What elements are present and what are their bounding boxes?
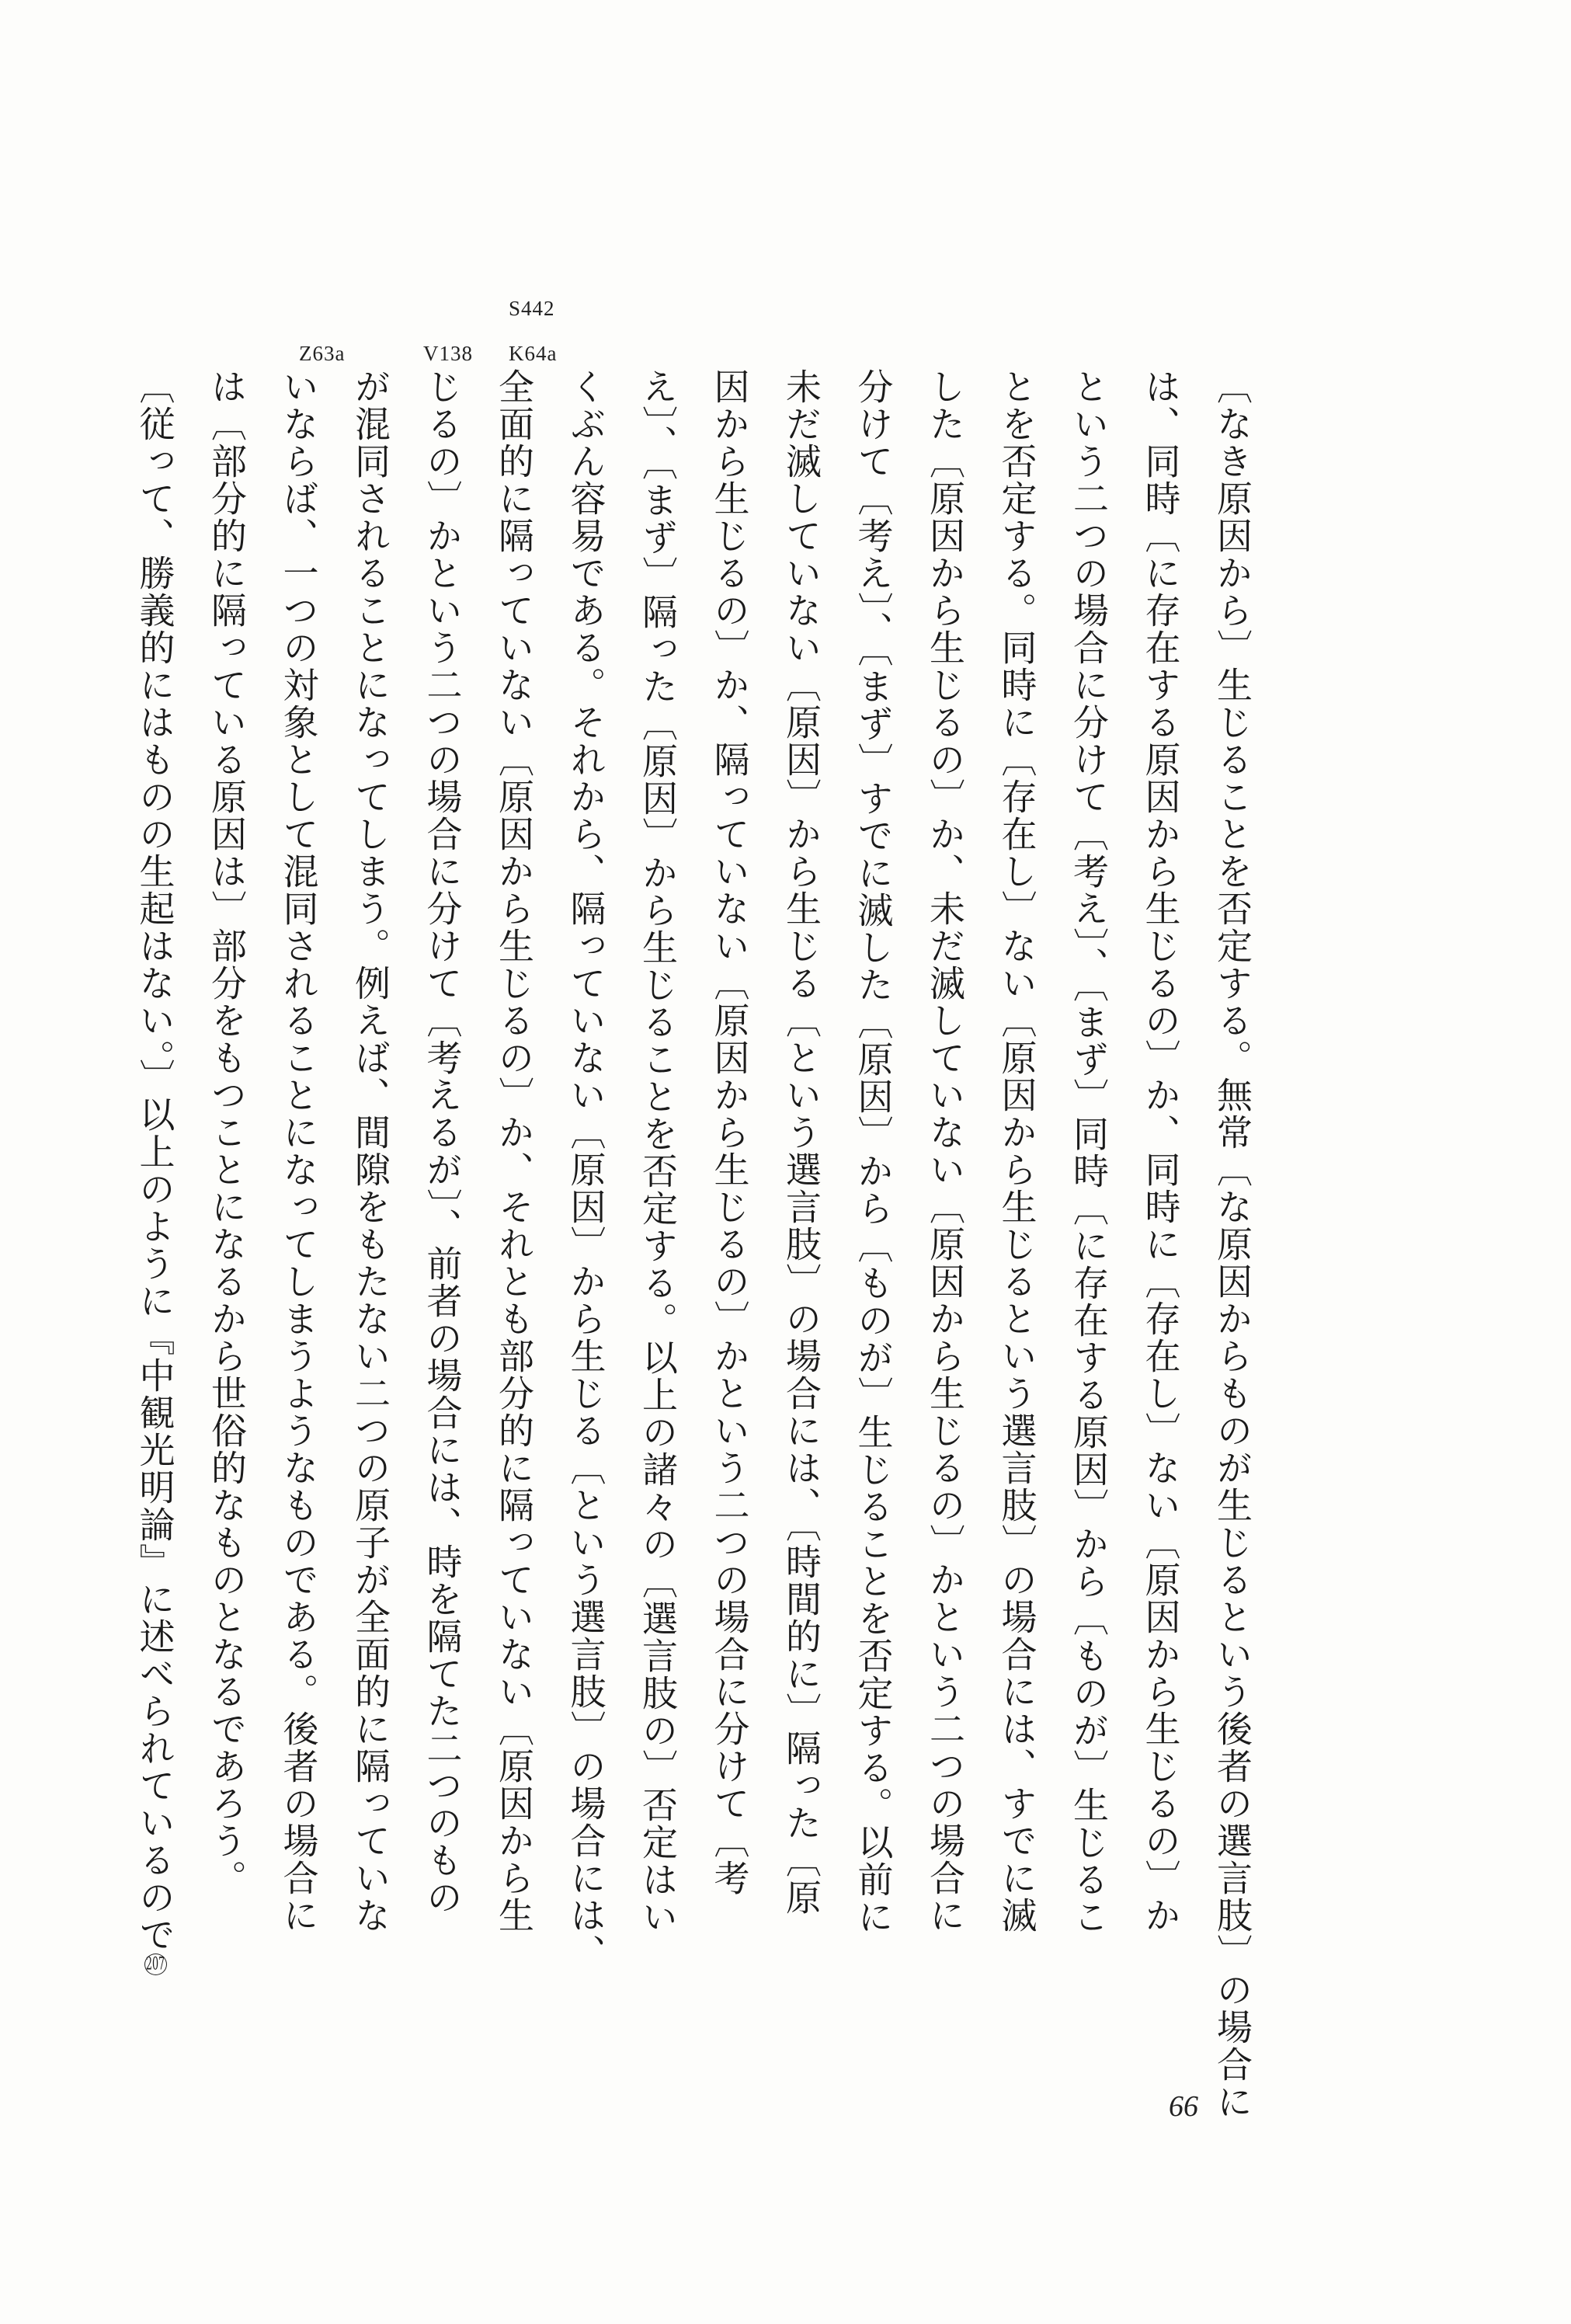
text-line: 因から生じるの〕か、隔っていない〔原因から生じるの〕かという二つの場合に分けて〔考 <box>708 368 751 1897</box>
text-line: とを否定する。同時に〔存在し〕ない〔原因から生じるという選言肢〕の場合には、すでに滅 <box>996 368 1038 1934</box>
text-line: いならば、一つの対象として混同されることになってしまうようなものである。後者の場合に <box>277 368 320 1934</box>
text-line: じるの〕かという二つの場合に分けて〔考えるが〕、前者の場合には、時を隔てた二つのもの <box>421 368 464 1916</box>
text-line-part: 〔従って、勝義的にはものの生起はない。〕以上のように『中観光明論』に述べられているので <box>134 368 176 1953</box>
text-line <box>119 368 191 2038</box>
text-line: という二つの場合に分けて〔考え〕、〔まず〕同時〔に存在する原因〕から〔ものが〕生じるこ <box>1068 368 1110 1936</box>
text-line: くぶん容易である。それから、隔っていない〔原因〕から生じる〔という選言肢〕の場合には、 <box>565 368 607 1971</box>
footnote-marker: 207 <box>144 1953 167 1975</box>
text-line: 未だ滅していない〔原因〕から生じる〔という選言肢〕の場合には、〔時間的に〕隔った〔原 <box>780 368 822 1916</box>
text-line: 全面的に隔っていない〔原因から生じるの〕か、それとも部分的に隔っていない〔原因から生 <box>493 368 535 1934</box>
text-line: 分けて〔考え〕、〔まず〕すでに滅した〔原因〕から〔ものが〕生じることを否定する。以前に <box>852 368 895 1936</box>
margin-ref-z63a: Z63a <box>299 342 346 365</box>
page-number: 66 <box>1169 2090 1198 2123</box>
text-line: が混同されることになってしまう。例えば、間隙をもたない二つの原子が全面的に隔っていな <box>349 368 391 1934</box>
text-line: は、同時〔に存在する原因から生じるの〕か、同時に〔存在し〕ない〔原因から生じるの〕か <box>1139 368 1182 1934</box>
margin-ref-k64a: K64a <box>509 342 558 365</box>
margin-ref-v138: V138 <box>423 342 473 365</box>
text-line: した〔原因から生じるの〕か、未だ滅していない〔原因から生じるの〕かという二つの場合に <box>924 368 966 1934</box>
text-line: 〔なき原因から〕生じることを否定する。無常〔な原因からものが生じるという後者の選言肢〕の場合に <box>1211 368 1253 2120</box>
text-line: え〕、〔まず〕隔った〔原因〕から生じることを否定する。以上の諸々の〔選言肢の〕否定はい <box>637 368 679 1936</box>
margin-ref-s442: S442 <box>509 297 555 320</box>
text-line: は〔部分的に隔っている原因は〕部分をもつことになるから世俗的なものとなるであろう。 <box>206 368 248 1897</box>
